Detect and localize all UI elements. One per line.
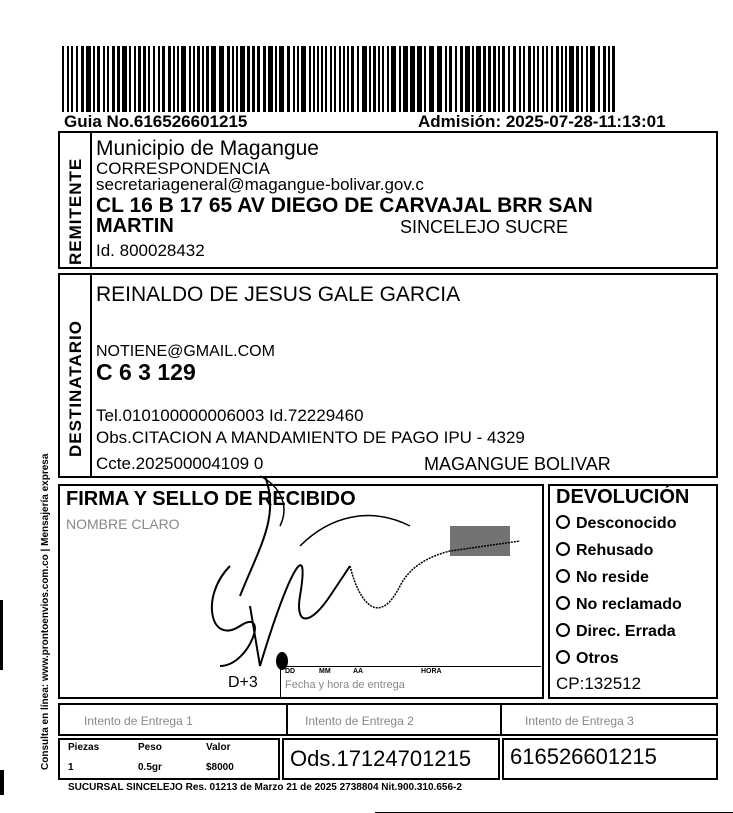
barcode-bar bbox=[134, 46, 136, 112]
barcode-bar bbox=[391, 46, 396, 112]
barcode-bar bbox=[162, 46, 165, 112]
barcode-bar bbox=[247, 46, 250, 112]
barcode-bar bbox=[202, 46, 204, 112]
barcode-bar bbox=[403, 46, 408, 112]
barcode-bar bbox=[334, 46, 336, 112]
barcode-bar bbox=[107, 46, 109, 112]
barcode-bar bbox=[173, 46, 175, 112]
delivery-term: D+3 bbox=[228, 674, 258, 691]
date-label: Fecha y hora de entrega bbox=[285, 679, 405, 691]
barcode-bar bbox=[71, 46, 73, 112]
barcode-bar bbox=[410, 46, 415, 112]
barcode-bar bbox=[449, 46, 452, 112]
attempt-2: Intento de Entrega 2 bbox=[305, 714, 414, 728]
sender-email: secretariageneral@magangue-bolivar.gov.c bbox=[96, 175, 424, 194]
barcode-bar bbox=[279, 46, 284, 112]
barcode-bar bbox=[542, 46, 544, 112]
attempts-row bbox=[58, 703, 718, 736]
weight-value: 0.5gr bbox=[138, 762, 162, 773]
tracking-box bbox=[502, 738, 718, 780]
edge-mark-2 bbox=[0, 770, 4, 795]
barcode-bar bbox=[378, 46, 380, 112]
barcode-bar bbox=[502, 46, 505, 112]
barcode-bar bbox=[232, 46, 234, 112]
value-value: $8000 bbox=[206, 762, 234, 773]
recipient-email: NOTIENE@GMAIL.COM bbox=[96, 343, 275, 360]
date-col-hora: HORA bbox=[421, 668, 442, 675]
barcode-bar bbox=[498, 46, 500, 112]
barcode-bar bbox=[537, 46, 539, 112]
signature-box bbox=[58, 484, 544, 699]
barcode-bar bbox=[556, 46, 559, 112]
devolucion-title: DEVOLUCIÓN bbox=[556, 486, 690, 508]
barcode-bar bbox=[417, 46, 422, 112]
recipient-name: REINALDO DE JESUS GALE GARCIA bbox=[96, 283, 461, 306]
barcode-bar bbox=[193, 46, 195, 112]
devolucion-box bbox=[548, 484, 718, 699]
ods-box bbox=[282, 738, 500, 780]
barcode-bar bbox=[93, 46, 95, 112]
barcode-bar bbox=[455, 46, 457, 112]
pieces-label: Piezas bbox=[68, 742, 100, 753]
barcode-bar bbox=[598, 46, 600, 112]
barcode-bar bbox=[569, 46, 574, 112]
barcode-bar bbox=[369, 46, 371, 112]
guide-number: Guia No.616526601215 bbox=[64, 112, 248, 131]
barcode-bar bbox=[86, 46, 91, 112]
barcode-bar bbox=[129, 46, 131, 112]
tracking-number: 616526601215 bbox=[510, 744, 657, 769]
barcode-bar bbox=[112, 46, 115, 112]
sender-address-line2: MARTIN bbox=[96, 215, 174, 237]
barcode-bar bbox=[211, 46, 216, 112]
option-direc-errada[interactable]: Direc. Errada bbox=[556, 623, 676, 641]
barcode-bar bbox=[325, 46, 327, 112]
barcode-bar bbox=[551, 46, 553, 112]
barcode-bar bbox=[263, 46, 266, 112]
barcode-bar bbox=[313, 46, 315, 112]
barcode-bar bbox=[219, 46, 224, 112]
barcode-bar bbox=[357, 46, 359, 112]
barcode-bar bbox=[197, 46, 200, 112]
barcode-bar bbox=[309, 46, 311, 112]
barcode-bar bbox=[62, 46, 64, 112]
option-desconocido[interactable]: Desconocido bbox=[556, 515, 676, 533]
barcode-bar bbox=[576, 46, 579, 112]
sender-name: Municipio de Magangue bbox=[96, 137, 319, 160]
barcode-bar bbox=[122, 46, 127, 112]
barcode-bar bbox=[523, 46, 525, 112]
barcode-bar bbox=[301, 46, 306, 112]
barcode-bar bbox=[321, 46, 323, 112]
name-label: NOMBRE CLARO bbox=[66, 516, 180, 532]
date-col-aa: AA bbox=[353, 668, 364, 675]
barcode-bar bbox=[347, 46, 349, 112]
barcode-bar bbox=[268, 46, 273, 112]
sender-id: Id. 800028432 bbox=[96, 241, 205, 260]
date-col-mm: MM bbox=[319, 668, 331, 675]
barcode-bar bbox=[275, 46, 277, 112]
barcode-bar bbox=[387, 46, 389, 112]
barcode-bar bbox=[472, 46, 474, 112]
barcode-bar bbox=[143, 46, 146, 112]
barcode-bar bbox=[581, 46, 583, 112]
barcode-bar bbox=[189, 46, 191, 112]
edge-mark bbox=[0, 600, 3, 670]
option-otros[interactable]: Otros bbox=[556, 650, 619, 668]
barcode-bar bbox=[351, 46, 354, 112]
barcode-bar bbox=[528, 46, 531, 112]
barcode-bar bbox=[362, 46, 367, 112]
barcode-bar bbox=[373, 46, 376, 112]
sender-department: CORRESPONDENCIA bbox=[96, 159, 270, 178]
barcode-bar bbox=[519, 46, 521, 112]
barcode-bar bbox=[612, 46, 615, 112]
option-no-reside[interactable]: No reside bbox=[556, 569, 649, 587]
barcode-bar bbox=[493, 46, 496, 112]
barcode-bar bbox=[117, 46, 120, 112]
barcode-bar bbox=[206, 46, 209, 112]
barcode-bar bbox=[138, 46, 141, 112]
option-rehusado[interactable]: Rehusado bbox=[556, 542, 653, 560]
sender-city: SINCELEJO SUCRE bbox=[400, 217, 569, 237]
pieces-value: 1 bbox=[68, 762, 74, 773]
barcode-bar bbox=[257, 46, 260, 112]
barcode-bar bbox=[546, 46, 548, 112]
package-info bbox=[58, 738, 280, 780]
barcode-bar bbox=[148, 46, 150, 112]
barcode-bar bbox=[177, 46, 179, 112]
barcode-bar bbox=[343, 46, 345, 112]
barcode-bar bbox=[168, 46, 171, 112]
barcode-bar bbox=[236, 46, 238, 112]
barcode-bar bbox=[533, 46, 535, 112]
barcode-bar bbox=[445, 46, 447, 112]
barcode-bar bbox=[513, 46, 516, 112]
barcode-bar bbox=[437, 46, 442, 112]
handwritten-signature bbox=[50, 366, 520, 686]
barcode-bar bbox=[399, 46, 401, 112]
barcode-bar bbox=[561, 46, 563, 112]
barcode-bar bbox=[429, 46, 434, 112]
barcode-bar bbox=[565, 46, 567, 112]
date-col-dd: DD bbox=[285, 668, 296, 675]
attempt-3: Intento de Entrega 3 bbox=[525, 714, 634, 728]
barcode-bar bbox=[465, 46, 470, 112]
barcode bbox=[62, 46, 622, 112]
postal-code: CP:132512 bbox=[556, 674, 642, 693]
recipient-phone: Tel.010100000006003 Id.72229460 bbox=[96, 406, 364, 425]
option-no-reclamado[interactable]: No reclamado bbox=[556, 596, 682, 614]
recipient-section-label: DESTINATARIO bbox=[66, 320, 85, 457]
admission-date: Admisión: 2025-07-28-11:13:01 bbox=[418, 112, 666, 131]
barcode-bar bbox=[476, 46, 481, 112]
barcode-bar bbox=[483, 46, 486, 112]
barcode-bar bbox=[424, 46, 426, 112]
barcode-bar bbox=[76, 46, 78, 112]
attempt-1: Intento de Entrega 1 bbox=[84, 714, 193, 728]
barcode-bar bbox=[97, 46, 100, 112]
barcode-bar bbox=[181, 46, 186, 112]
ods-number: Ods.17124701215 bbox=[290, 746, 472, 771]
barcode-bar bbox=[158, 46, 160, 112]
barcode-bar bbox=[317, 46, 319, 112]
sender-address: CL 16 B 17 65 AV DIEGO DE CARVAJAL BRR SAN bbox=[96, 194, 593, 217]
barcode-bar bbox=[81, 46, 84, 112]
value-label: Valor bbox=[206, 742, 231, 753]
barcode-bar bbox=[460, 46, 463, 112]
sender-box bbox=[58, 131, 718, 269]
barcode-bar bbox=[67, 46, 69, 112]
barcode-bar bbox=[293, 46, 295, 112]
barcode-bar bbox=[330, 46, 332, 112]
recipient-city: MAGANGUE BOLIVAR bbox=[424, 454, 611, 474]
recipient-document: C 6 3 129 bbox=[96, 359, 196, 385]
barcode-bar bbox=[382, 46, 384, 112]
barcode-bar bbox=[297, 46, 299, 112]
side-note: Consulta en línea: www.prontoenvios.com.co | Mensajería expresa bbox=[40, 453, 51, 770]
barcode-bar bbox=[508, 46, 510, 112]
barcode-bar bbox=[586, 46, 588, 112]
barcode-bar bbox=[227, 46, 230, 112]
barcode-bar bbox=[103, 46, 105, 112]
sender-section-label: REMITENTE bbox=[66, 157, 85, 265]
barcode-bar bbox=[603, 46, 606, 112]
signature-title: FIRMA Y SELLO DE RECIBIDO bbox=[66, 488, 356, 510]
barcode-bar bbox=[339, 46, 341, 112]
barcode-bar bbox=[240, 46, 245, 112]
weight-label: Peso bbox=[138, 742, 162, 753]
recipient-observation: Obs.CITACION A MANDAMIENTO DE PAGO IPU - 4329 bbox=[96, 428, 525, 447]
barcode-bar bbox=[252, 46, 255, 112]
barcode-bar bbox=[153, 46, 155, 112]
recipient-ccte: Ccte.202500004109 0 bbox=[96, 454, 264, 473]
barcode-bar bbox=[608, 46, 610, 112]
footer-text: SUCURSAL SINCELEJO Res. 01213 de Marzo 21 de 2025 2738804 Nit.900.310.656-2 bbox=[68, 782, 462, 793]
barcode-bar bbox=[590, 46, 595, 112]
barcode-bar bbox=[488, 46, 491, 112]
barcode-bar bbox=[287, 46, 290, 112]
